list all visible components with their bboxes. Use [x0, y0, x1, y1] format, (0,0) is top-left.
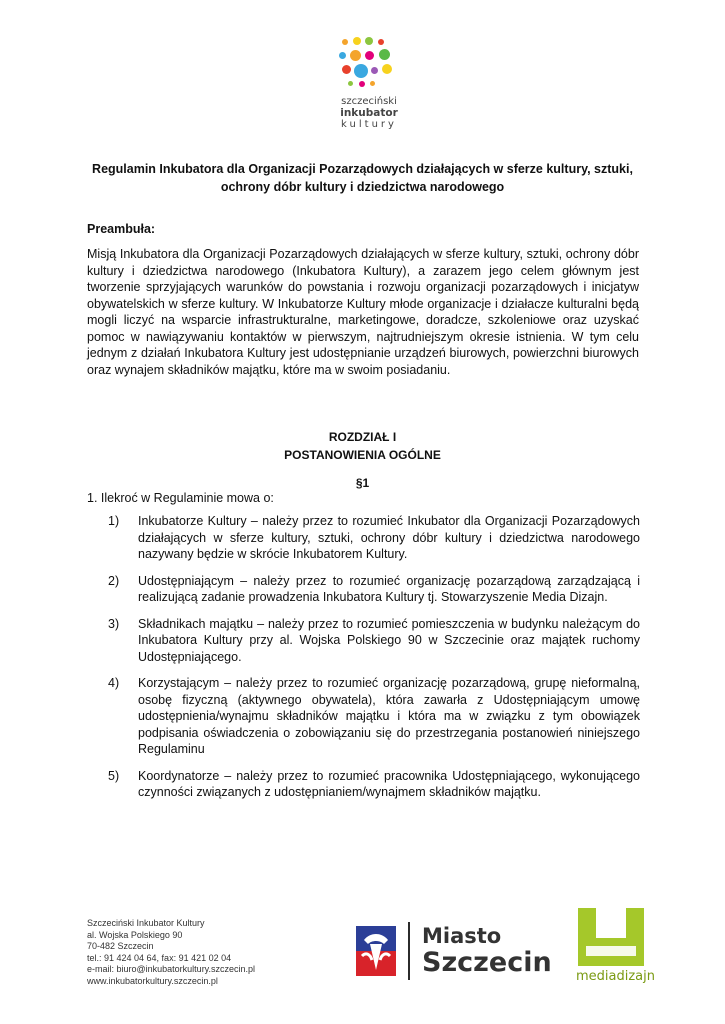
logo-separator — [408, 922, 410, 980]
list-item-number: 4) — [108, 676, 120, 690]
preamble-body: Misją Inkubatora dla Organizacji Pozarządowych działających w sferze kultury, sztuki, ochrony dóbr kultury i dziedzictwa narodowego (Inkubatora Kultury), a zarazem jego celem głównym jest tworzenie sprzyjających warunków do powstania i rozwoju organizacji pozarządowych i inicjatyw obywatelskich w sferze kultury. W Inkubatorze Kultury młode organizacje i działacze kulturalni będą mogli liczyć na wsparcie infrastrukturalne, marketingowe, doradcze, szkoleniowe oraz uzyskać pomoc w nawiązywaniu kontaktów w pierwszym, najtrudniejszym okresie istnienia. W tym celu jednym z działań Inkubatora Kultury jest udostępnianie urządzeń biurowych, powierzchni biurowych oraz wynajem składników majątku, które ma w swoim posiadaniu. — [87, 247, 639, 377]
title-line1: Regulamin Inkubatora dla Organizacji Pozarządowych działających w sferze kultury, sztuki, — [92, 162, 633, 176]
footer-email: e-mail: biuro@inkubatorkultury.szczecin.pl — [87, 964, 256, 974]
city-crest-icon — [356, 926, 396, 976]
chapter-heading — [80, 428, 645, 464]
footer-street: al. Wojska Polskiego 90 — [87, 929, 183, 940]
logo-text-line2: inkubator — [340, 107, 398, 119]
footer-org: Szczeciński Inkubator Kultury — [87, 918, 205, 928]
logo-dot — [378, 39, 384, 45]
logo-dot — [348, 81, 353, 86]
logo-dot — [365, 51, 374, 60]
list-item — [108, 573, 640, 606]
list-item — [108, 768, 640, 801]
logo-dot — [350, 50, 361, 61]
preamble-heading: Preambuła: — [87, 222, 156, 236]
definitions-list — [108, 513, 640, 801]
logo-dot — [382, 64, 392, 74]
list-item — [108, 513, 640, 563]
city-name-line1: Miasto — [422, 924, 502, 948]
chapter-number: ROZDZIAŁ I — [328, 430, 397, 444]
logo-dot — [353, 37, 361, 45]
list-item-text: Inkubatorze Kultury – należy przez to rozumieć Inkubator dla Organizacji Pozarządowych działających w sferze kultury, sztuki, ochrony dóbr kultury i dziedzictwa narodowego nazywany będzie w skrócie Inkubatorem Kultury. — [138, 514, 640, 561]
miasto-szczecin-logo — [356, 918, 552, 982]
section-heading: §1 — [355, 476, 370, 490]
footer-city: 70-482 Szczecin — [87, 941, 154, 951]
list-item-text: Korzystającym – należy przez to rozumieć organizację pozarządową, grupę nieformalną, osobę fizyczną (aktywnego obywatela), która zawarła z Udostępniającym umowę udostępnienia/wynajmu składników majątku i która ma w związku z tym obowiązek podpisania oświadczenia o zobowiązaniu się do przestrzegania postanowień niniejszego Regulaminu — [138, 676, 640, 756]
logo-dot — [370, 81, 375, 86]
logo-dot — [359, 81, 365, 87]
logo-dot — [342, 65, 351, 74]
logo-text-line1: szczeciński — [341, 96, 397, 107]
logo-dot — [379, 49, 390, 60]
footer-address — [87, 918, 255, 987]
list-item-text: Składnikach majątku – należy przez to rozumieć pomieszczenia w budynku należącym do Inkubatora Kultury przy al. Wojska Polskiego 90 w Szczecinie oraz majątek ruchomy Udostępniającego. — [138, 616, 640, 664]
logo-dot — [339, 52, 346, 59]
szczecinski-inkubator-kultury-logo — [334, 22, 404, 140]
list-item — [108, 616, 640, 666]
list-item-number: 1) — [108, 514, 120, 528]
logo-dot — [354, 64, 368, 78]
title-line2: ochrony dóbr kultury i dziedzictwa narodowego — [220, 180, 505, 194]
mediadizajn-icon — [576, 906, 646, 968]
list-item-text: Koordynatorze – należy przez to rozumieć pracownika Udostępniającego, wykonującego czynności związanych z udostępnianiem/wynajmem składników majątku. — [138, 768, 640, 799]
document-title — [80, 160, 645, 196]
logo-dot — [371, 67, 378, 74]
list-item-number: 3) — [108, 616, 120, 631]
logo-dot — [342, 39, 348, 45]
list-item-text: Udostępniającym – należy przez to rozumieć organizację pozarządową zarządzającą i realizującą zadanie prowadzenia Inkubatora Kultury tj. Stowarzyszenie Media Dizajn. — [138, 573, 640, 604]
chapter-name: POSTANOWIENIA OGÓLNE — [284, 448, 441, 462]
list-item — [108, 675, 640, 758]
logo-text-line3: kultury — [341, 119, 397, 130]
section-intro: 1. Ilekroć w Regulaminie mowa o: — [87, 491, 274, 505]
city-name-line2: Szczecin — [422, 947, 552, 978]
list-item-number: 2) — [108, 573, 120, 588]
logo-dot — [365, 37, 373, 45]
list-item-number: 5) — [108, 768, 120, 783]
mediadizajn-logo — [576, 906, 655, 988]
footer-web: www.inkubatorkultury.szczecin.pl — [87, 975, 218, 986]
mediadizajn-label: mediadizajn — [576, 969, 655, 984]
footer-phone: tel.: 91 424 04 64, fax: 91 421 02 04 — [87, 952, 232, 963]
